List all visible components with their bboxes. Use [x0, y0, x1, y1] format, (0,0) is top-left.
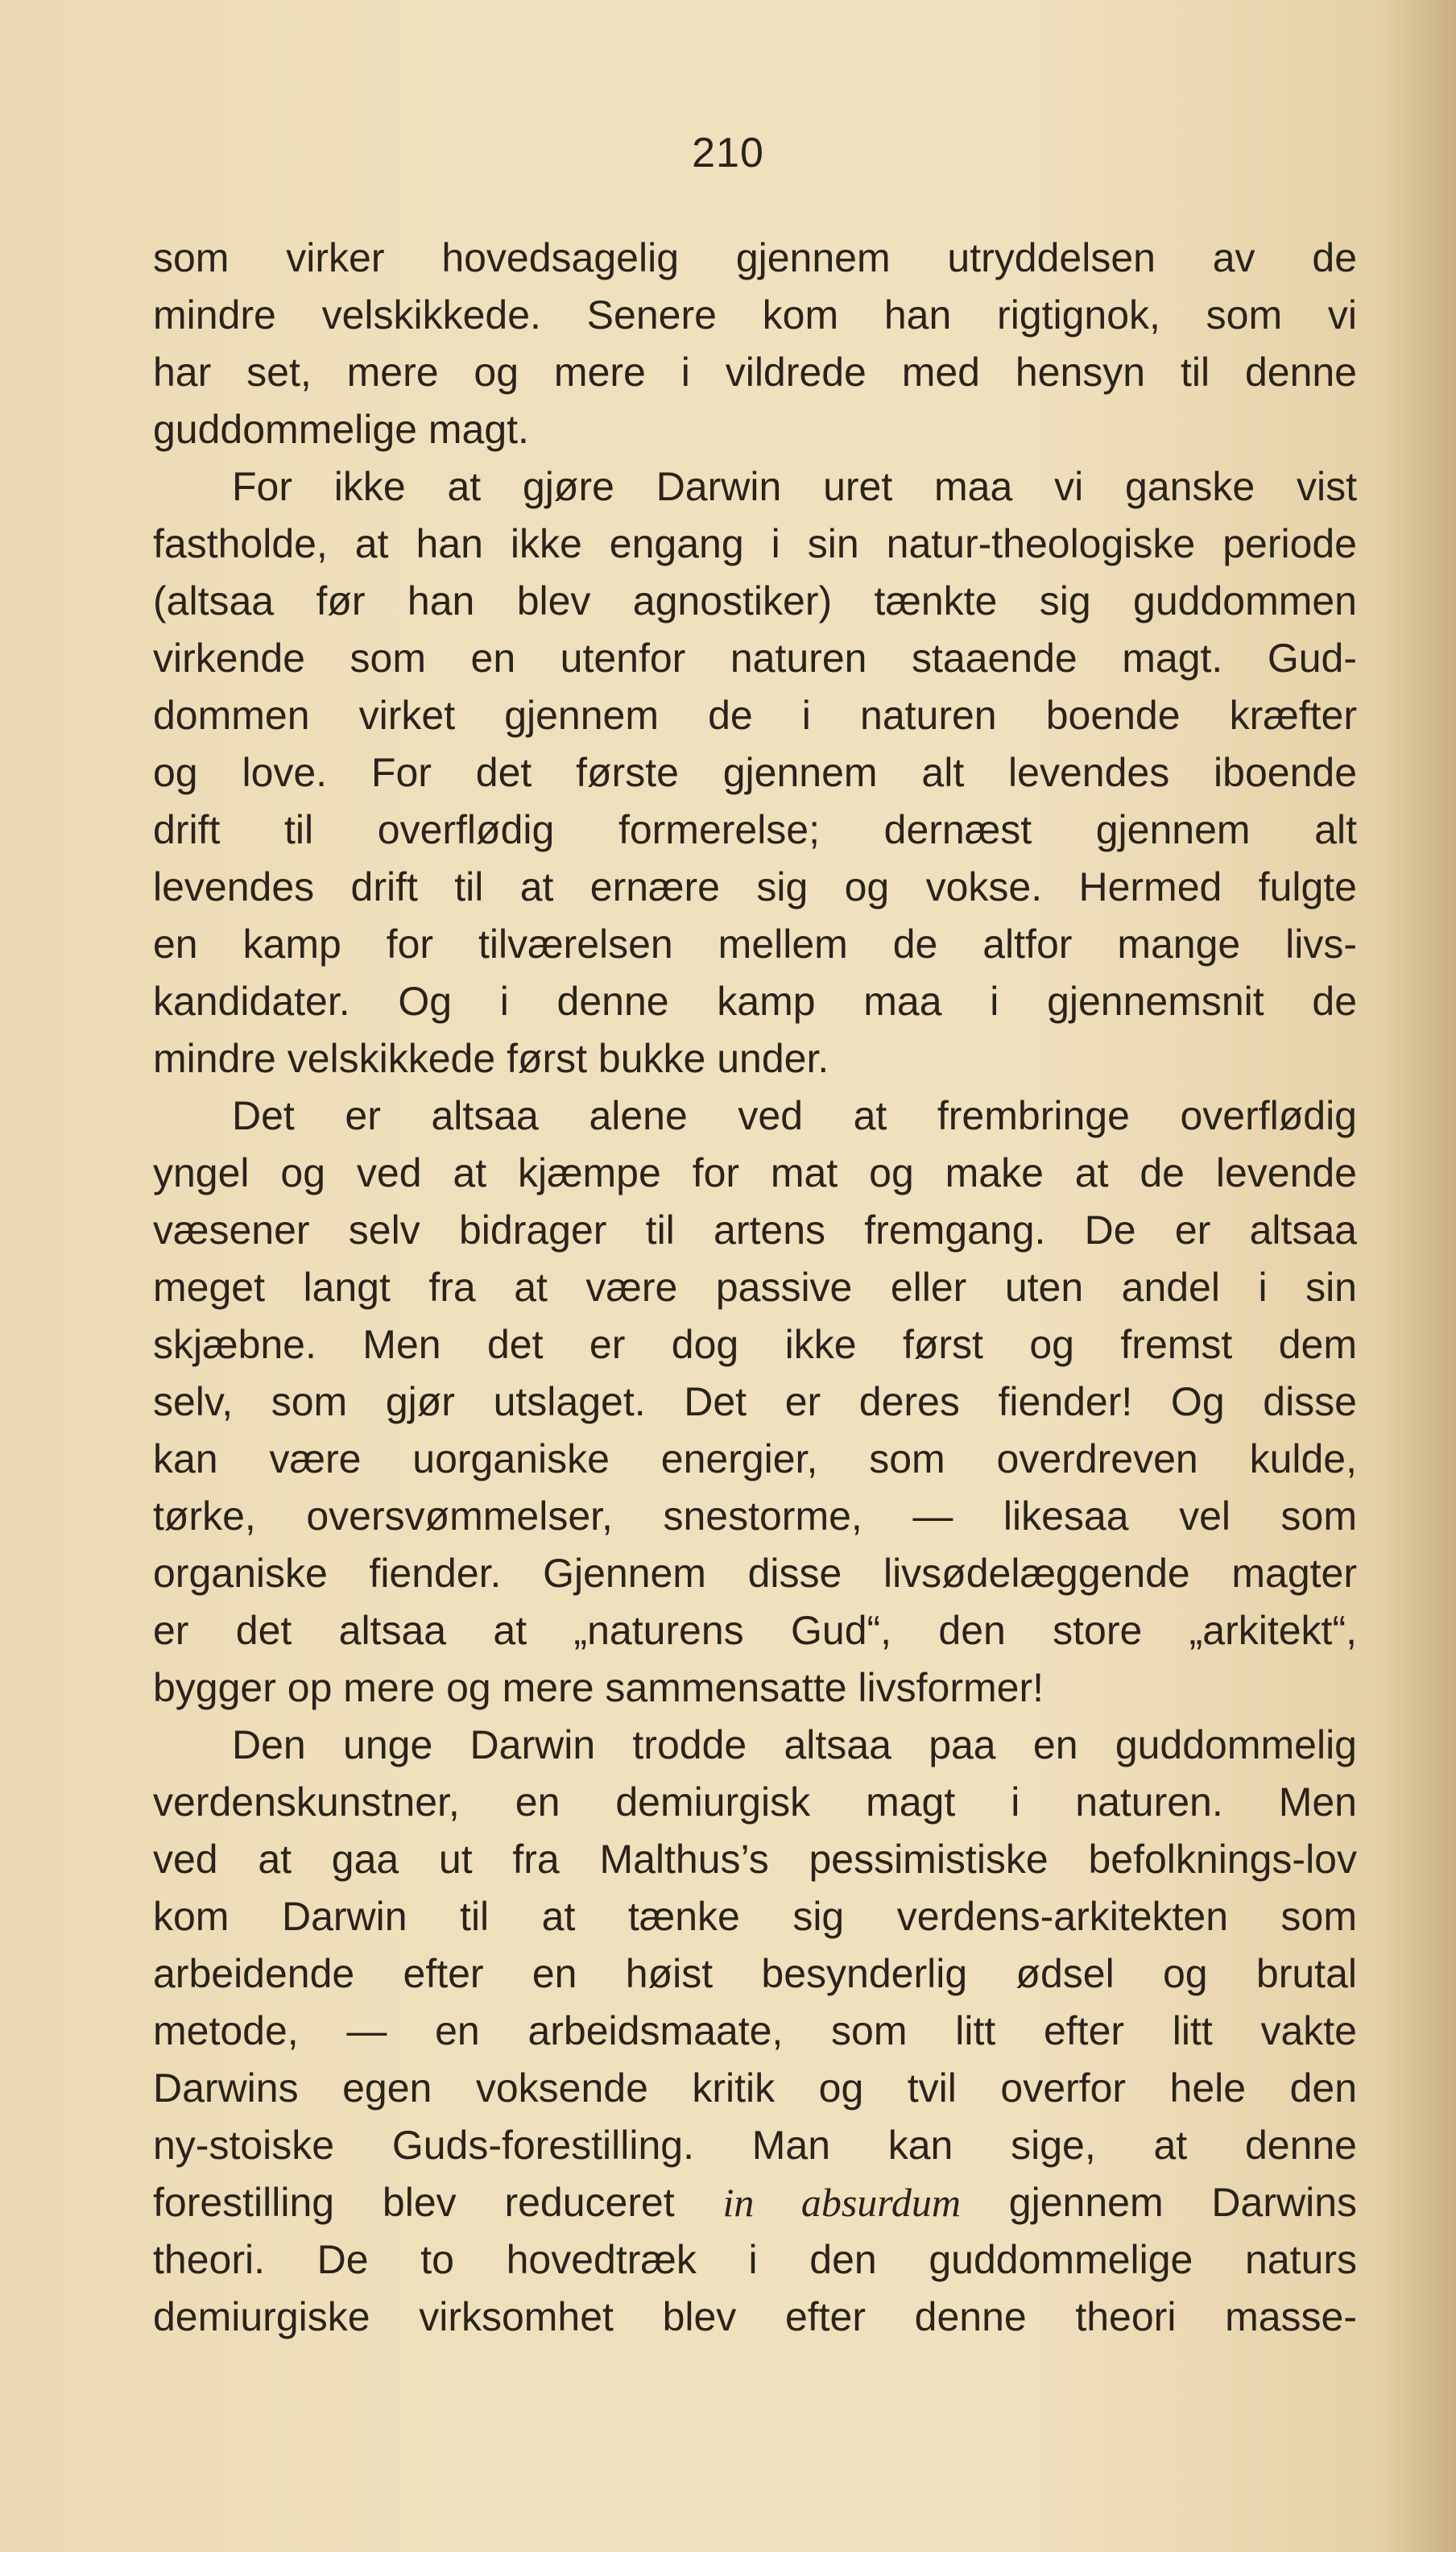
- text-segment: gjennem Darwins: [960, 2180, 1357, 2225]
- text-line: Den unge Darwin trodde altsaa paa en guddommelig: [232, 1722, 1357, 1767]
- page-edge-shadow: [1384, 0, 1456, 2552]
- text-line: (altsaa før han blev agnostiker) tænkte sig guddommen: [153, 578, 1357, 624]
- text-line: levendes drift til at ernære sig og vokse. Hermed fulgte: [153, 864, 1357, 909]
- text-line: verdenskunstner, en demiurgisk magt i naturen. Men: [153, 1779, 1357, 1825]
- text-line: ved at gaa ut fra Malthus’s pessimistiske befolknings-lov: [153, 1837, 1357, 1882]
- text-line: kan være uorganiske energier, som overdreven kulde,: [153, 1436, 1357, 1481]
- text-line: og love. For det første gjennem alt levendes iboende: [153, 750, 1357, 795]
- italic-phrase: in absurdum: [722, 2180, 961, 2225]
- page-number: 210: [692, 130, 764, 176]
- text-line: guddommelige magt.: [153, 407, 529, 452]
- text-line: yngel og ved at kjæmpe for mat og make at de levende: [153, 1150, 1357, 1195]
- text-line: mindre velskikkede. Senere kom han rigtignok, som vi: [153, 292, 1357, 338]
- text-line: mindre velskikkede først bukke under.: [153, 1036, 829, 1081]
- text-line: drift til overflødig formerelse; dernæst gjennem alt: [153, 807, 1357, 852]
- text-line: selv, som gjør utslaget. Det er deres fiender! Og disse: [153, 1379, 1357, 1424]
- text-line: dommen virket gjennem de i naturen boende kræfter: [153, 693, 1357, 738]
- text-line: arbeidende efter en høist besynderlig ødsel og brutal: [153, 1951, 1357, 1996]
- text-line: væsener selv bidrager til artens fremgang. De er altsaa: [153, 1208, 1357, 1253]
- text-line: theori. De to hovedtræk i den guddommelige naturs: [153, 2237, 1357, 2282]
- text-line: meget langt fra at være passive eller uten andel i sin: [153, 1265, 1357, 1310]
- text-line: demiurgiske virksomhet blev efter denne theori masse-: [153, 2294, 1357, 2339]
- text-line: Darwins egen voksende kritik og tvil overfor hele den: [153, 2065, 1357, 2111]
- text-line: kandidater. Og i denne kamp maa i gjennemsnit de: [153, 979, 1357, 1024]
- text-line: fastholde, at han ikke engang i sin natur-theologiske periode: [153, 521, 1357, 566]
- body-text: [153, 230, 1357, 2346]
- text-line: Det er altsaa alene ved at frembringe overflødig: [232, 1093, 1357, 1138]
- text-line: ny-stoiske Guds-forestilling. Man kan sige, at denne: [153, 2123, 1357, 2168]
- text-line: For ikke at gjøre Darwin uret maa vi ganske vist: [232, 464, 1357, 509]
- text-line: skjæbne. Men det er dog ikke først og fremst dem: [153, 1322, 1357, 1367]
- text-line-with-italic: [153, 2174, 1357, 2231]
- text-line: som virker hovedsagelig gjennem utryddelsen av de: [153, 235, 1357, 280]
- text-line: bygger op mere og mere sammensatte livsformer!: [153, 1665, 1044, 1710]
- text-line: metode, — en arbeidsmaate, som litt efter litt vakte: [153, 2008, 1357, 2053]
- text-segment: forestilling blev reduceret: [153, 2180, 723, 2225]
- text-line: tørke, oversvømmelser, snestorme, — likesaa vel som: [153, 1494, 1357, 1539]
- text-line: en kamp for tilværelsen mellem de altfor mange livs-: [153, 922, 1357, 967]
- text-line: er det altsaa at „naturens Gud“, den store „arkitekt“,: [153, 1608, 1357, 1653]
- text-line: organiske fiender. Gjennem disse livsødelæggende magter: [153, 1551, 1357, 1596]
- text-line: kom Darwin til at tænke sig verdens-arkitekten som: [153, 1894, 1357, 1939]
- text-line: har set, mere og mere i vildrede med hensyn til denne: [153, 350, 1357, 395]
- text-line: virkende som en utenfor naturen staaende magt. Gud-: [153, 636, 1357, 681]
